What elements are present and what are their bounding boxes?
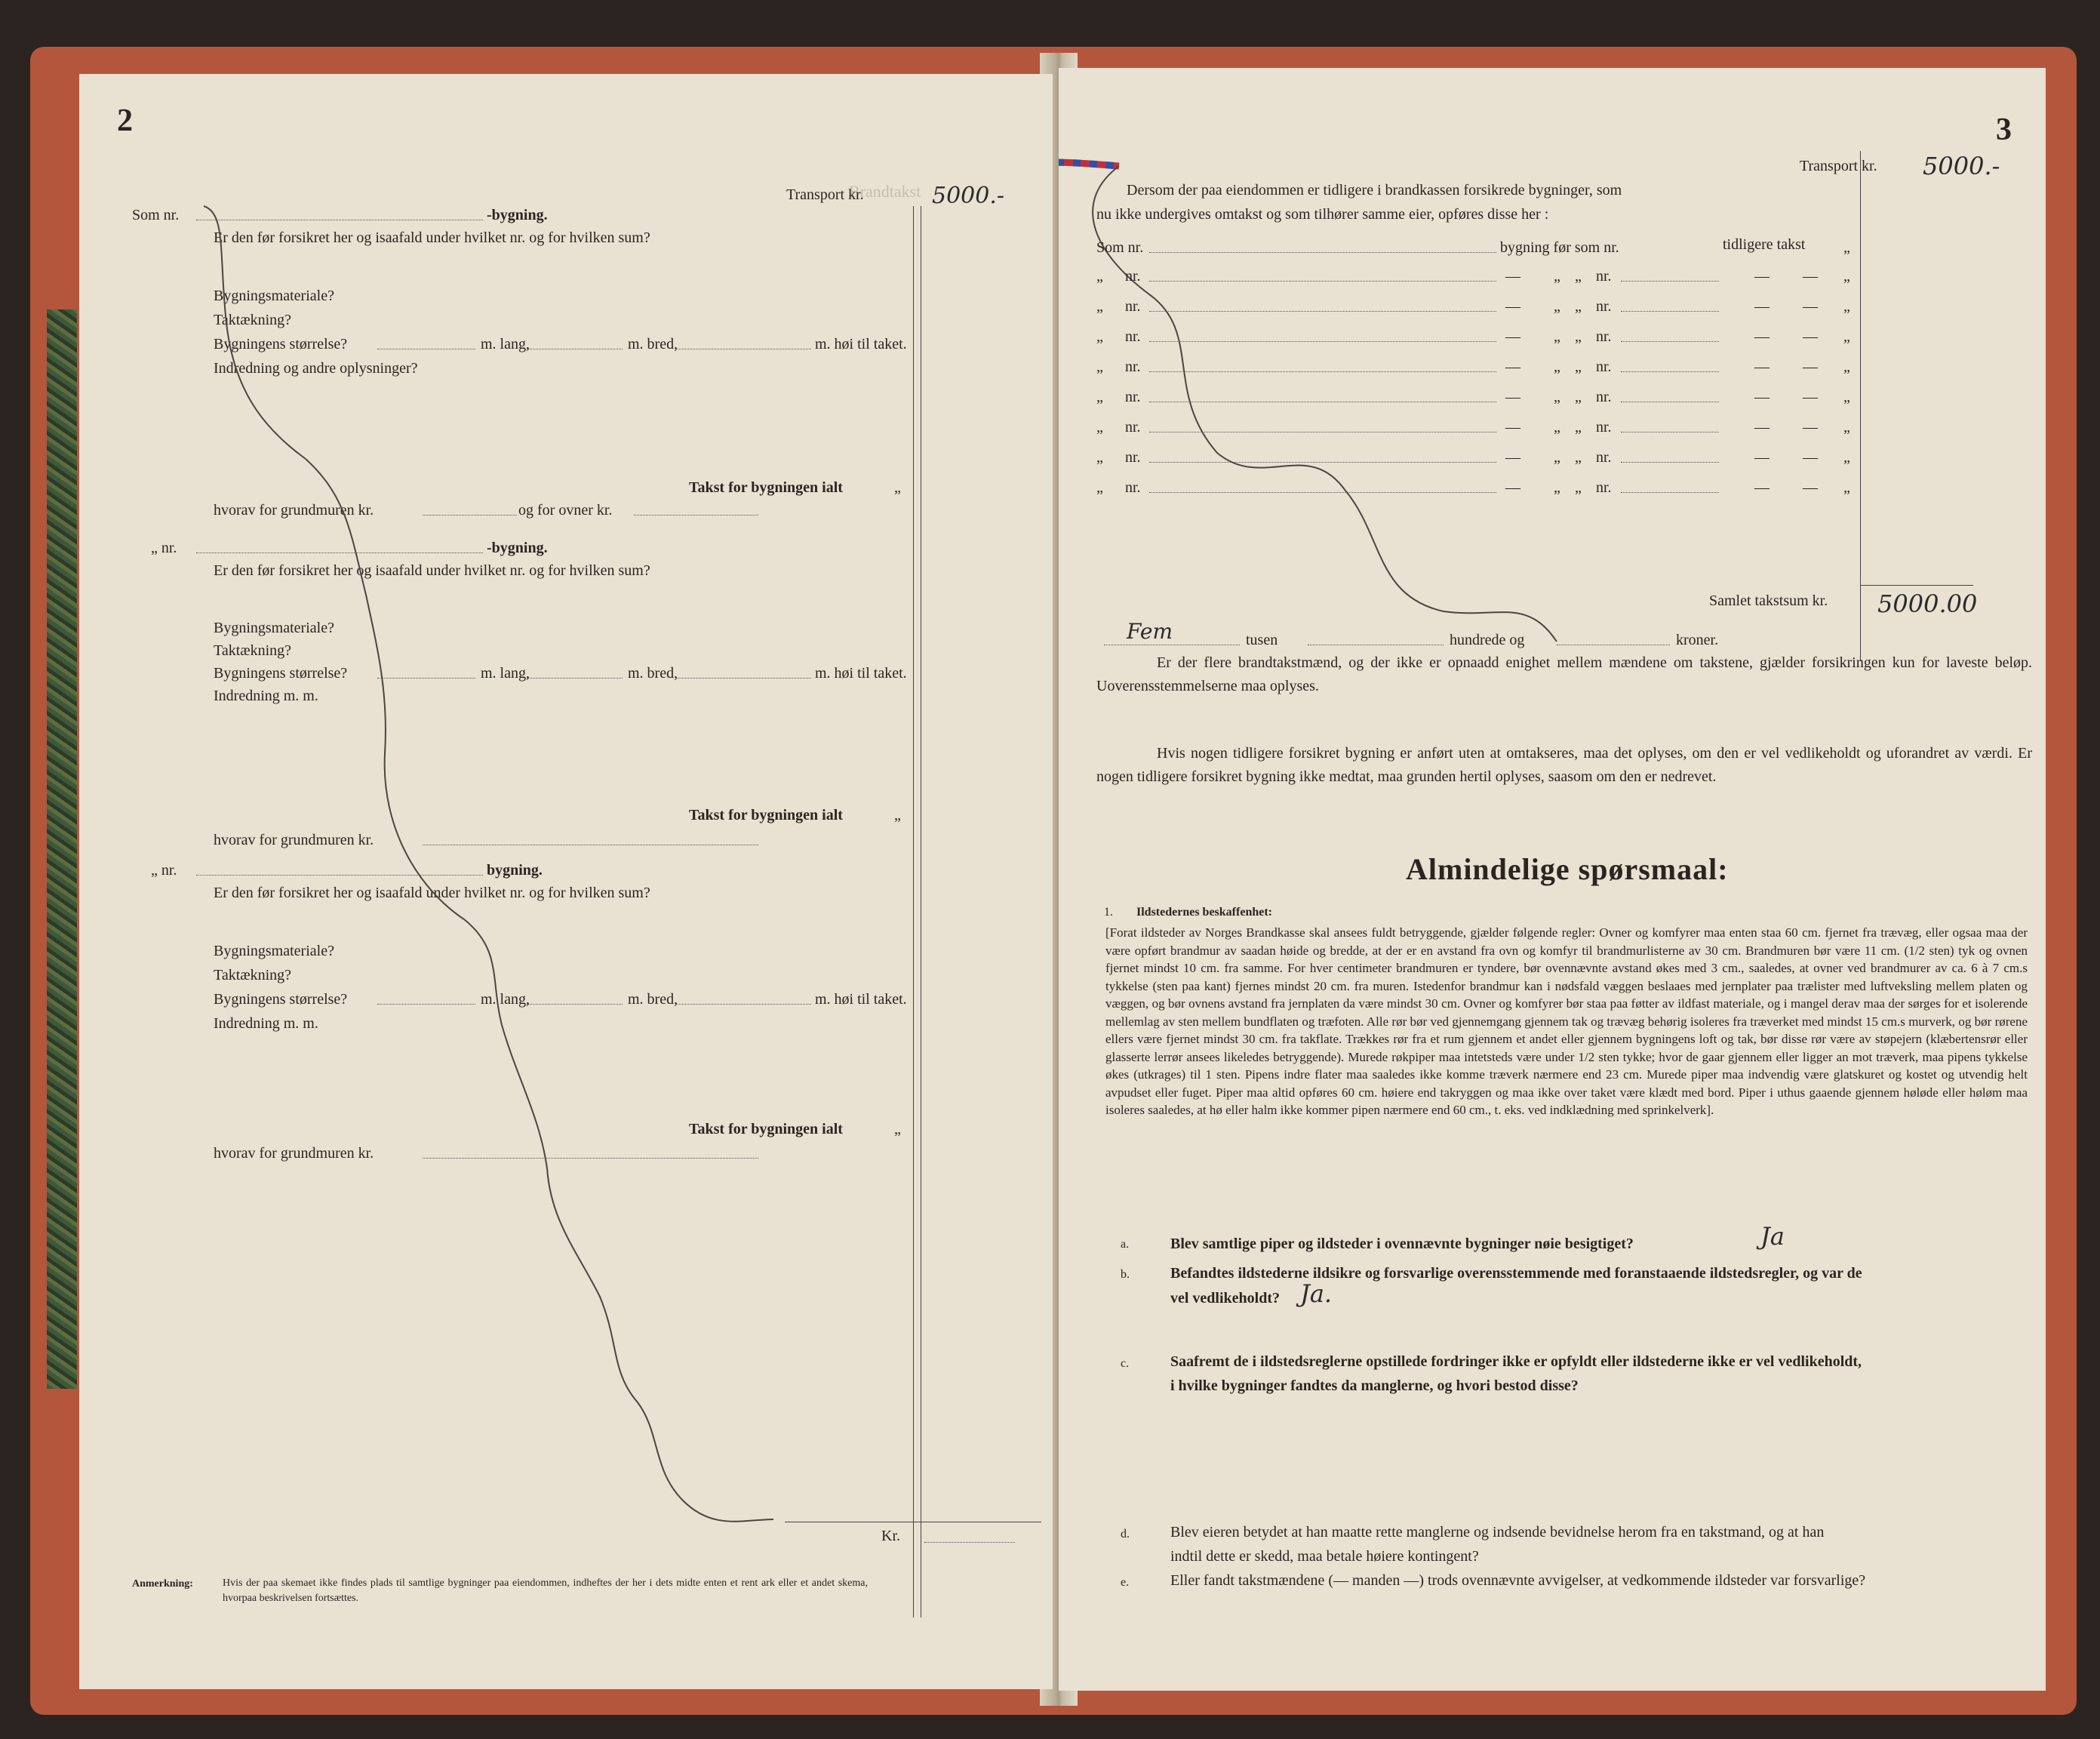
row-quote: „ — [1843, 268, 1850, 285]
row-dash: — — [1803, 419, 1818, 436]
question-a-label: a. — [1121, 1238, 1130, 1251]
takst-label: Takst for bygningen ialt — [689, 479, 843, 496]
question-e: Eller fandt takstmændene (— manden —) trods ovennævnte avvigelser, at vedkommende ildsteder var forsvarlige? — [1170, 1572, 1866, 1589]
row-dash: — — [1505, 449, 1520, 466]
row-nr-field[interactable] — [1149, 371, 1496, 372]
building3-size-label: Bygningens størrelse? — [214, 991, 348, 1008]
row-nr-field[interactable] — [1149, 492, 1496, 493]
row-nr-field[interactable] — [1149, 281, 1496, 282]
kroner-label: kroner. — [1676, 632, 1719, 648]
building3-question: Er den før forsikret her og isaafald under hvilket nr. og for hvilken sum? — [214, 885, 650, 901]
row-nr-field[interactable] — [1149, 462, 1496, 463]
row-nr-label: nr. — [1596, 449, 1612, 466]
question-c-label: c. — [1121, 1357, 1130, 1370]
intro-line-1: Dersom der paa eiendommen er tidligere i brandkassen forsikrede bygninger, som — [1127, 182, 1622, 199]
row-dash: — — [1754, 298, 1769, 315]
question-e-label: e. — [1121, 1576, 1130, 1589]
marbled-edge — [47, 309, 77, 1389]
row-quote: „ — [1096, 359, 1103, 375]
row-quote: „ — [1575, 449, 1582, 466]
row-nr-label: nr. — [1596, 328, 1612, 345]
row-nr-label: nr. — [1125, 419, 1141, 436]
row-prior-nr-field[interactable] — [1621, 341, 1719, 342]
total-kr-label: Kr. — [881, 1528, 900, 1544]
row-nr-label: nr. — [1596, 298, 1612, 315]
row-dash: — — [1803, 298, 1818, 315]
question-c-line-2: i hvilke bygninger fandtes da manglerne, og hvori bestod disse? — [1170, 1377, 1579, 1394]
height-unit: m. høi til taket. — [815, 336, 907, 352]
row-quote: „ — [1575, 328, 1582, 345]
row-quote: „ — [1843, 298, 1850, 315]
row-quote: „ — [1096, 268, 1103, 285]
building3-height-unit: m. høi til taket. — [815, 991, 907, 1008]
note-label: Anmerkning: — [132, 1578, 193, 1590]
building3-nr-label: „ nr. — [151, 862, 177, 879]
building3-takst-quote: „ — [894, 1121, 901, 1137]
som-nr-field[interactable] — [1149, 252, 1496, 253]
samlet-value: 5000.00 — [1877, 589, 1978, 618]
building2-bygning-label: -bygning. — [487, 540, 548, 556]
row-prior-nr-field[interactable] — [1621, 311, 1719, 312]
row-nr-label: nr. — [1125, 268, 1141, 285]
interior-label: Indredning og andre oplysninger? — [214, 360, 418, 377]
note-text: Hvis der paa skemaet ikke findes plads til samtlige bygninger paa eiendommen, indheftes der her i dets midte enten et rent ark eller et andet skema, hvorpaa beskrivelsen fortsættes. — [223, 1577, 868, 1604]
row-nr-label: nr. — [1596, 419, 1612, 436]
row-quote: „ — [1575, 419, 1582, 436]
row-dash: — — [1754, 359, 1769, 375]
row-nr-label: nr. — [1596, 359, 1612, 375]
length-unit: m. lang, — [481, 336, 530, 352]
row-quote: „ — [1096, 298, 1103, 315]
question-b-line-1: Befandtes ildstederne ildsikre og forsvarlige overensstemmende med foranstaaende ildstedsregler, og var de — [1170, 1265, 1862, 1282]
building3-bygning-label: bygning. — [487, 862, 543, 879]
building2-interior-label: Indredning m. m. — [214, 688, 318, 704]
building2-length-unit: m. lang, — [481, 665, 530, 682]
row-dash: — — [1505, 389, 1520, 405]
row-nr-field[interactable] — [1149, 341, 1496, 342]
row-dash: — — [1803, 479, 1818, 496]
question-d-line-2: indtil dette er skedd, maa betale høiere kontingent? — [1170, 1548, 1479, 1565]
row-quote: „ — [1554, 479, 1560, 496]
row-nr-label: nr. — [1125, 298, 1141, 315]
row-quote: „ — [1096, 328, 1103, 345]
transport-label: Transport kr. — [786, 186, 864, 203]
header-tidligere: tidligere takst — [1723, 236, 1806, 253]
row-dash: — — [1505, 359, 1520, 375]
row-dash: — — [1505, 268, 1520, 285]
building3-material-label: Bygningsmateriale? — [214, 943, 334, 959]
building2-takst-label: Takst for bygningen ialt — [689, 807, 843, 823]
item-1-title: Ildstedernes beskaffenhet: — [1136, 906, 1272, 919]
grundmur-label: hvorav for grundmuren kr. — [214, 502, 374, 519]
building3-width-unit: m. bred, — [628, 991, 678, 1008]
samlet-label: Samlet takstsum kr. — [1709, 592, 1828, 609]
row-dash: — — [1803, 449, 1818, 466]
building2-width-unit: m. bred, — [628, 665, 678, 682]
takst-quote: „ — [894, 479, 901, 496]
building3-interior-label: Indredning m. m. — [214, 1015, 318, 1032]
row-quote: „ — [1096, 389, 1103, 405]
row-nr-label: nr. — [1125, 359, 1141, 375]
row-dash: — — [1754, 419, 1769, 436]
building2-material-label: Bygningsmateriale? — [214, 620, 334, 636]
transport-label: Transport kr. — [1800, 158, 1877, 174]
bygning-label: -bygning. — [487, 207, 548, 223]
item-1-number: 1. — [1104, 906, 1113, 919]
row-dash: — — [1803, 359, 1818, 375]
row-nr-label: nr. — [1596, 479, 1612, 496]
question-d-line-1: Blev eieren betydet at han maatte rette manglerne og indsende bevidnelse herom fra en takstmand, og at han — [1170, 1524, 1825, 1540]
building2-roof-label: Taktækning? — [214, 642, 292, 659]
som-nr-label: Som nr. — [132, 207, 180, 223]
right-page — [1059, 68, 2046, 1691]
row-quote: „ — [1554, 298, 1560, 315]
cancel-scrawl — [79, 74, 1053, 1689]
transport-value: 5000.- — [932, 183, 1005, 209]
amount-in-words: Fem — [1127, 619, 1173, 644]
row-quote: „ — [1575, 359, 1582, 375]
building3-grundmur-label: hvorav for grundmuren kr. — [214, 1145, 374, 1162]
row-dash: — — [1803, 268, 1818, 285]
building2-question: Er den før forsikret her og isaafald under hvilket nr. og for hvilken sum? — [214, 562, 650, 579]
building3-takst-label: Takst for bygningen ialt — [689, 1121, 843, 1137]
row-prior-nr-field[interactable] — [1621, 281, 1719, 282]
row-nr-label: nr. — [1125, 449, 1141, 466]
page-number: 3 — [1996, 112, 2012, 147]
total-rule — [1860, 585, 1973, 586]
row-quote: „ — [1554, 268, 1560, 285]
bleed-through-text: Brandtakst — [849, 182, 921, 201]
row-quote: „ — [1843, 449, 1850, 466]
row-dash: — — [1803, 389, 1818, 405]
question-b-label: b. — [1121, 1268, 1130, 1281]
row-dash: — — [1505, 419, 1520, 436]
insured-question: Er den før forsikret her og isaafald under hvilket nr. og for hvilken sum? — [214, 229, 650, 246]
section-heading: Almindelige spørsmaal: — [1406, 852, 1729, 886]
building2-grundmur-label: hvorav for grundmuren kr. — [214, 832, 374, 848]
row-nr-label: nr. — [1125, 479, 1141, 496]
row-dash: — — [1754, 389, 1769, 405]
row-quote: „ — [1575, 298, 1582, 315]
row-quote: „ — [1575, 479, 1582, 496]
tusen-label: tusen — [1246, 632, 1278, 648]
row-prior-nr-field[interactable] — [1621, 492, 1719, 493]
row-nr-label: nr. — [1596, 268, 1612, 285]
left-page — [79, 74, 1053, 1689]
row-quote: „ — [1843, 389, 1850, 405]
building2-height-unit: m. høi til taket. — [815, 665, 907, 682]
material-label: Bygningsmateriale? — [214, 288, 334, 304]
answer-b: Ja. — [1300, 1279, 1333, 1308]
header-som: Som nr. — [1096, 239, 1144, 256]
question-a: Blev samtlige piper og ildsteder i ovennævnte bygninger nøie besigtiget? — [1170, 1236, 1634, 1252]
multiple-appraisers-paragraph: Er der flere brandtakstmænd, og der ikke er opnaadd enighet mellem mændene om takstene, gjælder forsikringen kun for laveste beløp. Uoverensstemmelserne maa oplyses. — [1096, 654, 2032, 694]
row-quote: „ — [1554, 419, 1560, 436]
question-c-line-1: Saafremt de i ildstedsreglerne opstillede fordringer ikke er opfyldt eller ildstederne ikke er vel vedlikeholdt, — [1170, 1353, 1862, 1370]
row-dash: — — [1505, 479, 1520, 496]
row-quote: „ — [1096, 449, 1103, 466]
transport-value: 5000.- — [1923, 152, 2000, 180]
row-nr-field[interactable] — [1149, 311, 1496, 312]
row-quote: „ — [1554, 389, 1560, 405]
row-dash: — — [1803, 328, 1818, 345]
row-dash: — — [1754, 328, 1769, 345]
building2-nr-label: „ nr. — [151, 540, 177, 556]
question-b-line-2: vel vedlikeholdt? — [1170, 1290, 1281, 1307]
row-quote: „ — [1843, 328, 1850, 345]
building2-takst-quote: „ — [894, 807, 901, 823]
row-quote: „ — [1575, 389, 1582, 405]
building3-roof-label: Taktækning? — [214, 967, 292, 983]
unchanged-building-paragraph: Hvis nogen tidligere forsikret bygning er anført uten at omtakseres, maa det oplyses, om den er vel vedlikeholdt og uforandret av værdi. Er nogen tidligere forsikret bygning ikke medtat, maa grunden hertil oplyses, saasom om den er nedrevet. — [1096, 745, 2032, 785]
fireplace-rules-text: [Forat ildsteder av Norges Brandkasse skal ansees fuldt betryggende, gjælder følgende regler: Ovner og komfyrer maa enten staa 60 cm. fjernet fra trævæg, eller ogsaa maa der være opført brandmur av saadan høide og bredde, at der er en avstand fra ovn og komfyr til brandmurlisterne av 30 cm. Brandmuren bør være 11 cm. (1/2 sten) tyk og ovnen fjernet mindst 10 cm. fra samme. For hver centimeter brandmuren er tyndere, bør ovennævnte avstand økes med 3 cm., saaledes, at ovner ved brandmurer av ca. 6 à 7 cm.s tykkelse (sten paa kant) fjernes mindst 20 cm. fra muren. Istedenfor brandmur kan i nødsfald væggen beslaaes med jernplater paa trælister med luftveksling mellem platen og væggen, og bør ovnens avstand fra jernplaten da være mindst 30 cm. Ovner og komfyrer bør staa paa føtter av ildfast materiale, og i mangel derav maa der sørges for et isolerende mellemlag av sten mellem bundflaten og træfoten. Alle rør bør ved gjennemgang gjennem tak og trævæg behørig isoleres fra træverket med mindst 15 cm.s murverk, og bør rørene ellers være fjernet mindst 30 cm. fra takflate. Trækkes rør fra et rum gjennem et andet eller gjennem bygningens loft og tak, bør disse rør være av støpejern (klæbertensrør eller glasserte lerrør ansees likeledes betryggende). Murede røkpiper maa intetsteds være under 1/2 sten tykke; hvor de gaar gjennem eller ligger an mot træverk, maa pipens tykkelse økes (utkrages) til 1 sten. Pipens indre flater maa saaledes ikke komme træverk nærmere end 23 cm. Murede piper maa indvendig være glatskuret og kostet og utvendig helt avpudset eller fuget. Piper maa altid opføres 60 cm. høiere end takryggen og maa ikke over taket være klædt med bord. Piper i uthus gaaende gjennem høløde eller høløm maa isoleres saaledes, at hø eller halm ikke kommer pipen nærmere end 60 cm., t. eks. ved indklædning med sprinkelverk]. — [1105, 925, 2028, 1117]
row-nr-label: nr. — [1125, 328, 1141, 345]
row-nr-label: nr. — [1596, 389, 1612, 405]
intro-line-2: nu ikke undergives omtakst og som tilhører samme eier, opføres disse her : — [1096, 206, 1549, 223]
row-quote: „ — [1554, 359, 1560, 375]
roof-label: Taktækning? — [214, 312, 292, 328]
row-quote: „ — [1575, 268, 1582, 285]
row-nr-label: nr. — [1125, 389, 1141, 405]
width-unit: m. bred, — [628, 336, 678, 352]
row-dash: — — [1754, 479, 1769, 496]
row-prior-nr-field[interactable] — [1621, 462, 1719, 463]
building3-length-unit: m. lang, — [481, 991, 530, 1008]
answer-a: Ja — [1760, 1222, 1785, 1251]
row-dash: — — [1505, 328, 1520, 345]
row-quote: „ — [1554, 328, 1560, 345]
row-quote: „ — [1843, 479, 1850, 496]
row-dash: — — [1754, 449, 1769, 466]
row-quote: „ — [1096, 419, 1103, 436]
page-number: 2 — [117, 103, 133, 138]
row-prior-nr-field[interactable] — [1621, 371, 1719, 372]
building2-size-label: Bygningens størrelse? — [214, 665, 348, 682]
size-label: Bygningens størrelse? — [214, 336, 348, 352]
row-dash: — — [1505, 298, 1520, 315]
row-quote: „ — [1554, 449, 1560, 466]
hundrede-label: hundrede og — [1450, 632, 1525, 648]
question-d-label: d. — [1121, 1528, 1130, 1540]
ovner-label: og for ovner kr. — [518, 502, 613, 519]
header-quote: „ — [1843, 239, 1850, 256]
row-quote: „ — [1096, 479, 1103, 496]
header-bygning: bygning før som nr. — [1500, 239, 1619, 256]
row-dash: — — [1754, 268, 1769, 285]
row-quote: „ — [1843, 359, 1850, 375]
row-quote: „ — [1843, 419, 1850, 436]
